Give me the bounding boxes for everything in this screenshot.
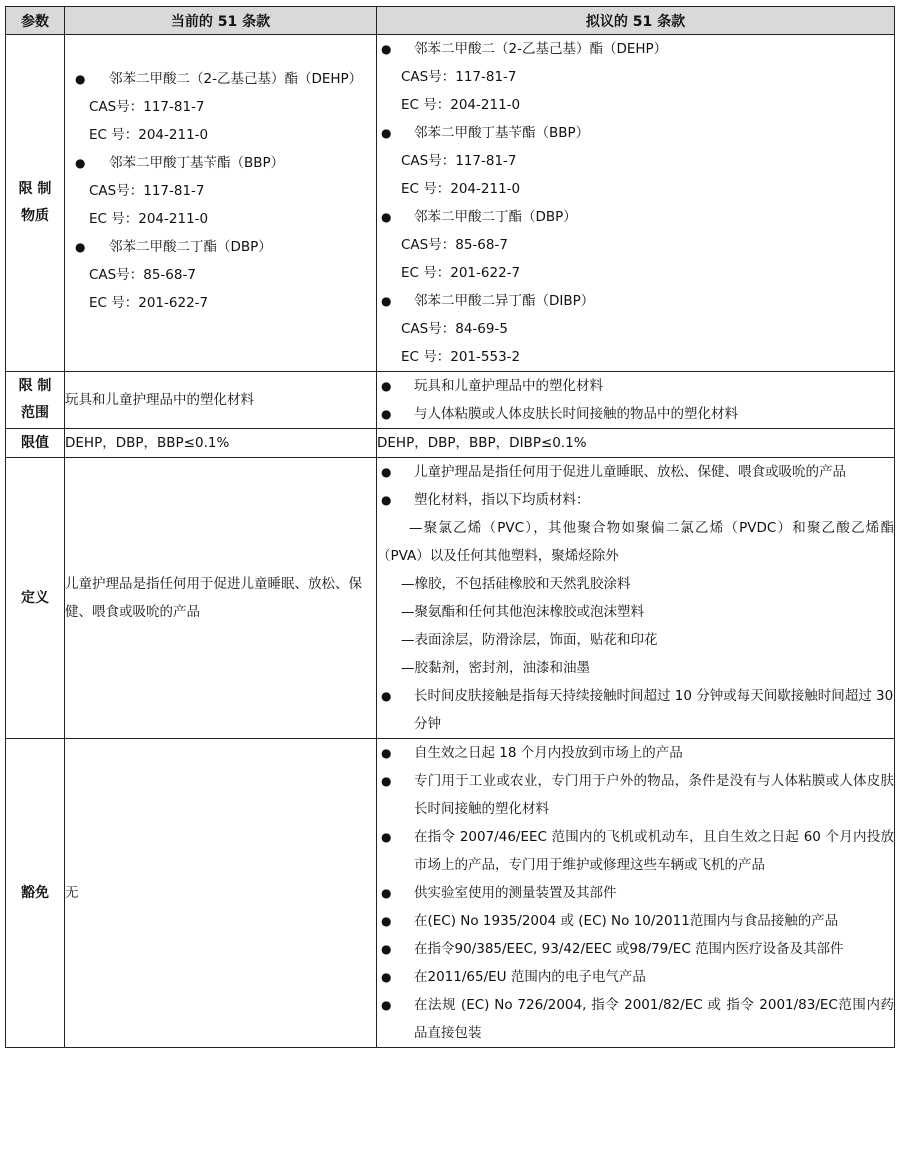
header-param: 参数 xyxy=(6,7,65,35)
proposed-substances: ● 邻苯二甲酸二（2-乙基己基）酯（DEHP） CAS号：117-81-7 EC 号：204-211-0 ● 邻苯二甲酸丁基苄酯（BBP） CAS号：117-81-7 EC 号：204-211-0 ● 邻苯二甲酸二丁酯（DBP） CAS号：85-68-7 EC 号：201-622-7 ● 邻苯二甲酸二异丁酯（DIBP） CAS号：84-69-5 EC 号：201-553-2 xyxy=(377,35,895,372)
bullet-icon: ● xyxy=(381,465,392,479)
definition-item: ● 儿童护理品是指任何用于促进儿童睡眠、放松、保健、喂食或吸吮的产品 xyxy=(377,458,894,486)
comparison-table xyxy=(5,6,895,1048)
header-proposed: 拟议的 51 条款 xyxy=(377,7,895,35)
bullet-icon: ● xyxy=(381,942,392,956)
scope-item: ● 与人体粘膜或人体皮肤长时间接触的物品中的塑化材料 xyxy=(377,400,894,428)
definition-dash: —橡胶，不包括硅橡胶和天然乳胶涂料 xyxy=(401,576,631,592)
substance-item: ● 邻苯二甲酸二丁酯（DBP） xyxy=(65,233,376,261)
substance-item: ● 邻苯二甲酸二丁酯（DBP） xyxy=(377,203,894,231)
header-current: 当前的 51 条款 xyxy=(65,7,377,35)
bullet-icon: ● xyxy=(381,830,392,844)
proposed-limit: DEHP，DBP，BBP，DIBP≤0.1% xyxy=(377,429,895,458)
bullet-icon: ● xyxy=(381,407,392,421)
param-exemption: 豁免 xyxy=(6,739,65,1048)
bullet-icon: ● xyxy=(75,72,86,86)
bullet-icon: ● xyxy=(381,126,392,140)
definition-dash: —聚氨酯和任何其他泡沫橡胶或泡沫塑料 xyxy=(401,604,644,620)
row-limit xyxy=(6,429,895,458)
header-row xyxy=(6,7,895,35)
definition-dash: —表面涂层，防滑涂层，饰面，贴花和印花 xyxy=(401,632,658,648)
row-definition xyxy=(6,458,895,739)
bullet-icon: ● xyxy=(381,998,392,1012)
exemption-item: ● 在2011/65/EU 范围内的电子电气产品 xyxy=(377,963,894,991)
exemption-item: ● 在(EC) No 1935/2004 或 (EC) No 10/2011范围内与食品接触的产品 xyxy=(377,907,894,935)
param-restricted-substances: 限 制 物质 xyxy=(6,35,65,372)
bullet-icon: ● xyxy=(75,240,86,254)
bullet-icon: ● xyxy=(381,379,392,393)
param-limit: 限值 xyxy=(6,429,65,458)
exemption-item: ● 在指令 2007/46/EEC 范围内的飞机或机动车，且自生效之日起 60 个月内投放市场上的产品，专门用于维护或修理这些车辆或飞机的产品 xyxy=(377,823,894,879)
bullet-icon: ● xyxy=(75,156,86,170)
bullet-icon: ● xyxy=(381,42,392,56)
proposed-definition xyxy=(377,458,895,739)
current-definition: 儿童护理品是指任何用于促进儿童睡眠、放松、保健、喂食或吸吮的产品 xyxy=(65,458,377,739)
substance-item: ● 邻苯二甲酸二（2-乙基己基）酯（DEHP） xyxy=(65,65,376,93)
exemption-item: ● 专门用于工业或农业，专门用于户外的物品，条件是没有与人体粘膜或人体皮肤长时间接触的塑化材料 xyxy=(377,767,894,823)
definition-pvc: —聚氯乙烯（PVC），其他聚合物如聚偏二氯乙烯（PVDC）和聚乙酸乙烯酯（PVA）以及任何其他塑料，聚烯烃除外 xyxy=(377,520,894,564)
bullet-icon: ● xyxy=(381,493,392,507)
row-restricted-scope xyxy=(6,372,895,429)
row-exemption xyxy=(6,739,895,1048)
current-scope: 玩具和儿童护理品中的塑化材料 xyxy=(65,372,377,429)
exemption-item: ● 在法规 (EC) No 726/2004, 指令 2001/82/EC 或 指令 2001/83/EC范围内药品直接包装 xyxy=(377,991,894,1047)
row-restricted-substances xyxy=(6,35,895,372)
proposed-exemption xyxy=(377,739,895,1048)
substance-item: ● 邻苯二甲酸二异丁酯（DIBP） xyxy=(377,287,894,315)
scope-item: ● 玩具和儿童护理品中的塑化材料 xyxy=(377,372,894,400)
bullet-icon: ● xyxy=(381,914,392,928)
definition-item: ● 塑化材料，指以下均质材料： xyxy=(377,486,894,514)
exemption-item: ● 自生效之日起 18 个月内投放到市场上的产品 xyxy=(377,739,894,767)
exemption-item: ● 在指令90/385/EEC, 93/42/EEC 或98/79/EC 范围内医疗设备及其部件 xyxy=(377,935,894,963)
bullet-icon: ● xyxy=(381,746,392,760)
current-substances: ● 邻苯二甲酸二（2-乙基己基）酯（DEHP） CAS号：117-81-7 EC 号：204-211-0 ● 邻苯二甲酸丁基苄酯（BBP） CAS号：117-81-7 EC 号：204-211-0 ● 邻苯二甲酸二丁酯（DBP） CAS号：85-68-7 EC 号：201-622-7 xyxy=(65,35,377,372)
current-limit: DEHP，DBP，BBP≤0.1% xyxy=(65,429,377,458)
definition-dash: —胶黏剂，密封剂，油漆和油墨 xyxy=(401,660,590,676)
substance-item: ● 邻苯二甲酸丁基苄酯（BBP） xyxy=(65,149,376,177)
substance-item: ● 邻苯二甲酸丁基苄酯（BBP） xyxy=(377,119,894,147)
param-definition: 定义 xyxy=(6,458,65,739)
exemption-item: ● 供实验室使用的测量装置及其部件 xyxy=(377,879,894,907)
definition-item: ● 长时间皮肤接触是指每天持续接触时间超过 10 分钟或每天间歇接触时间超过 30 分钟 xyxy=(377,682,894,738)
param-restricted-scope: 限 制 范围 xyxy=(6,372,65,429)
bullet-icon: ● xyxy=(381,210,392,224)
substance-item: ● 邻苯二甲酸二（2-乙基己基）酯（DEHP） xyxy=(377,35,894,63)
bullet-icon: ● xyxy=(381,970,392,984)
bullet-icon: ● xyxy=(381,294,392,308)
current-exemption: 无 xyxy=(65,739,377,1048)
bullet-icon: ● xyxy=(381,774,392,788)
bullet-icon: ● xyxy=(381,689,392,703)
bullet-icon: ● xyxy=(381,886,392,900)
proposed-scope xyxy=(377,372,895,429)
